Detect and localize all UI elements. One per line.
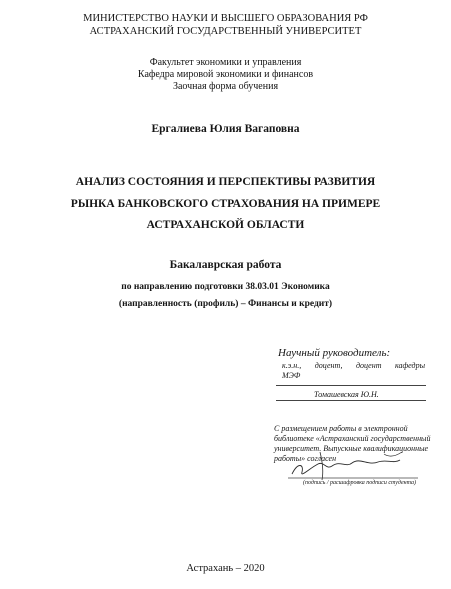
university-name: АСТРАХАНСКИЙ ГОСУДАРСТВЕННЫЙ УНИВЕРСИТЕТ: [89, 26, 362, 37]
supervisor-position-line-1: к.э.н., доцент, доцент кафедры: [282, 361, 425, 370]
study-profile: (направленность (профиль) – Финансы и кредит): [118, 299, 333, 309]
supervisor-name: Томашевская Ю.Н.: [314, 390, 379, 399]
supervisor-divider: [276, 385, 426, 386]
faculty-name: Факультет экономики и управления: [149, 57, 302, 68]
author-name: Ергалиева Юлия Вагаповна: [151, 123, 300, 135]
supervisor-position-line-2: МЭФ: [282, 371, 301, 380]
signature-caption: (подпись / расшифровка подписи студента): [303, 480, 416, 486]
student-signature: [288, 444, 418, 484]
thesis-title-line-2: РЫНКА БАНКОВСКОГО СТРАХОВАНИЯ НА ПРИМЕРЕ: [70, 198, 381, 210]
thesis-title-line-1: АНАЛИЗ СОСТОЯНИЯ И ПЕРСПЕКТИВЫ РАЗВИТИЯ: [75, 176, 376, 188]
work-type: Бакалаврская работа: [169, 259, 282, 271]
ministry-name: МИНИСТЕРСТВО НАУКИ И ВЫСШЕГО ОБРАЗОВАНИЯ РФ: [83, 13, 368, 24]
consent-statement: С размещением работы в электронной библиотеке «Астраханский государственный университет. Выпускные квалификационные работы» согласен: [274, 424, 431, 463]
supervisor-label: Научный руководитель:: [278, 347, 391, 359]
study-direction: по направлению подготовки 38.03.01 Экономика: [121, 282, 330, 292]
thesis-title-line-3: АСТРАХАНСКОЙ ОБЛАСТИ: [146, 219, 305, 231]
city-year: Астрахань – 2020: [186, 563, 265, 574]
study-form: Заочная форма обучения: [172, 81, 279, 92]
supervisor-signature-line: [276, 400, 426, 401]
department-name: Кафедра мировой экономики и финансов: [137, 69, 314, 80]
